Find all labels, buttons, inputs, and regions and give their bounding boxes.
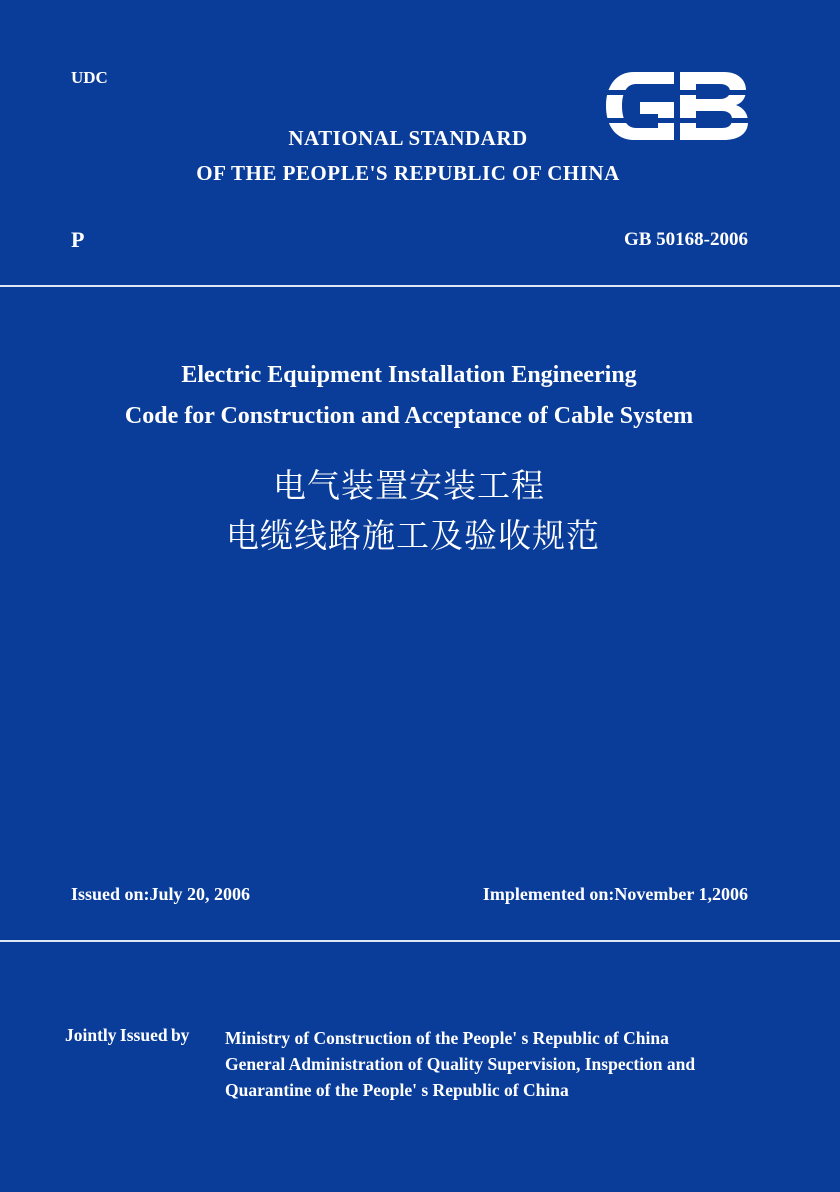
udc-label: UDC: [71, 68, 108, 87]
issuer-line: General Administration of Quality Supervision, Inspection and: [225, 1054, 696, 1074]
national-standard-line1: NATIONAL STANDARD: [288, 126, 528, 150]
top-divider: [0, 285, 840, 287]
jointly-issued-label: Jointly Issued by: [65, 1025, 190, 1045]
issued-date: Issued on:July 20, 2006: [71, 884, 251, 904]
issuers-block: [225, 1025, 695, 1103]
issuer-line: Ministry of Construction of the People' s Republic of China: [225, 1028, 669, 1048]
title-chinese-line2: 电缆线路施工及验收规范: [226, 516, 600, 555]
gb-logo-mark: [606, 72, 748, 140]
title-chinese-line1: 电气装置安装工程: [273, 466, 545, 505]
national-standard-line2: OF THE PEOPLE'S REPUBLIC OF CHINA: [196, 161, 620, 185]
classification-letter: P: [71, 227, 85, 252]
bottom-divider: [0, 940, 840, 942]
implemented-date: Implemented on:November 1,2006: [482, 884, 748, 904]
title-english-line2: Code for Construction and Acceptance of Cable System: [124, 403, 694, 429]
gb-logo: [604, 68, 750, 144]
title-english-line1: Electric Equipment Installation Engineering: [181, 362, 637, 388]
issuer-line: Quarantine of the People' s Republic of China: [225, 1080, 569, 1100]
standard-code: GB 50168-2006: [623, 229, 748, 250]
